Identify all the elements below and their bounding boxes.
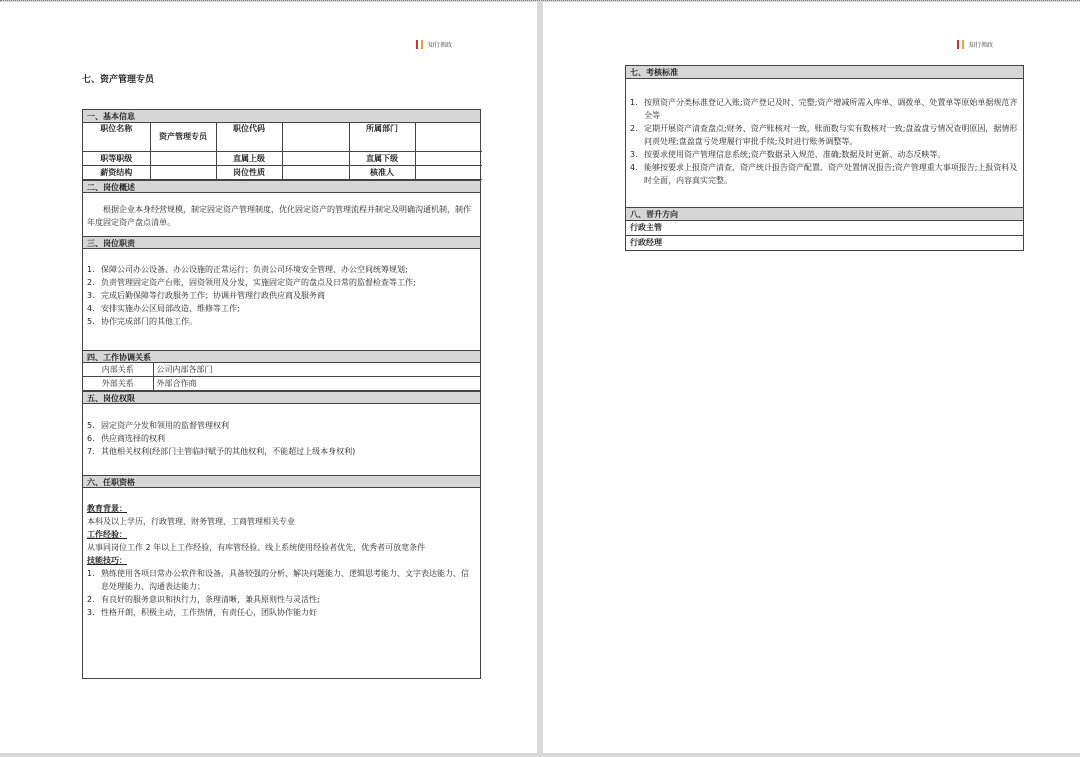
list-item <box>87 419 476 432</box>
cell-value <box>150 151 216 165</box>
list-item <box>87 315 476 328</box>
duties-body <box>83 249 480 350</box>
overview-body <box>83 193 480 236</box>
item-text: 固定资产分发和领用的监督管理权利 <box>101 420 229 430</box>
cell-label: 职位名称 <box>83 123 150 151</box>
cell-value <box>150 165 216 179</box>
item-text: 完成后勤保障等行政服务工作；协调并管理行政供应商及服务商 <box>101 290 325 300</box>
cell-value <box>282 165 349 179</box>
item-text: 定期开展资产清查盘点;财务、资产账核对一致，账面数与实有数核对一致;盘盈盘亏情况查明原因，据情形问责处理;盘盈盘亏处理履行审批手续;及时进行账务调整等。 <box>644 124 1018 146</box>
item-number: 2. <box>87 277 95 287</box>
promotion-item: 行政经理 <box>630 238 662 247</box>
authority-list <box>87 419 476 458</box>
document-page-2 <box>543 2 1080 753</box>
item-text: 有良好的服务意识和执行力，条理清晰，兼具原则性与灵活性; <box>101 594 320 604</box>
item-number: 5. <box>87 420 95 430</box>
list-item <box>87 276 476 289</box>
item-text: 供应商选择的权利 <box>101 433 165 443</box>
cell-label: 直属上级 <box>216 151 282 165</box>
skills-list <box>87 567 476 619</box>
skills-label: 技能技巧： <box>87 555 127 565</box>
list-item <box>87 445 476 458</box>
authority-body <box>83 404 480 475</box>
item-number: 3. <box>630 150 638 159</box>
cell-label: 直属下级 <box>349 151 415 165</box>
logo-mark-icon-2 <box>962 40 964 49</box>
list-item <box>630 148 1019 161</box>
item-number: 5. <box>87 316 95 326</box>
qualification-body <box>83 488 480 619</box>
basic-info-grid <box>83 123 482 180</box>
cell-label: 所属部门 <box>349 123 415 151</box>
cell-value <box>282 123 349 151</box>
relation-label: 内部关系 <box>83 363 153 377</box>
cell-label: 职等职级 <box>83 151 150 165</box>
cell-value <box>415 151 482 165</box>
item-number: 3. <box>87 290 95 300</box>
duties-list <box>87 263 476 328</box>
list-item <box>87 606 476 619</box>
assessment-list <box>630 96 1019 187</box>
logo-text: 知行领政 <box>969 42 994 49</box>
header-logo <box>416 40 452 49</box>
section-overview-header: 二、岗位概述 <box>83 180 480 193</box>
list-item <box>87 289 476 302</box>
relation-label: 外部关系 <box>83 376 153 390</box>
section-qualification-header: 六、任职资格 <box>83 475 480 488</box>
list-item <box>630 161 1019 187</box>
section-authority-header: 五、岗位权限 <box>83 391 480 404</box>
list-item <box>87 432 476 445</box>
education-label: 教育背景： <box>87 503 127 513</box>
logo-text: 知行领政 <box>428 42 453 49</box>
cell-value <box>282 151 349 165</box>
item-number: 4. <box>87 303 95 313</box>
logo-mark-icon-2 <box>421 40 423 49</box>
item-text: 负责管理固定资产台账，固资领用及分发，实施固定资产的盘点及日常的监督检查等工作; <box>101 277 416 287</box>
item-number: 4. <box>630 163 638 172</box>
logo-mark-icon <box>957 40 959 49</box>
section-relations-header: 四、工作协调关系 <box>83 350 480 363</box>
relation-value: 外部合作商 <box>153 376 480 390</box>
page-title: 七、资产管理专员 <box>82 75 155 85</box>
cell-label: 职位代码 <box>216 123 282 151</box>
experience-text: 从事同岗位工作 2 年以上工作经验，有库管经验、线上系统使用经验者优先，优秀者可放宽条件 <box>87 542 426 552</box>
relations-grid <box>83 363 480 391</box>
item-number: 1. <box>87 264 95 274</box>
section-basic-header: 一、基本信息 <box>83 110 480 123</box>
cell-label: 岗位性质 <box>216 165 282 179</box>
cell-label: 核准人 <box>349 165 415 179</box>
document-page-1 <box>0 2 537 753</box>
top-dotted-border <box>0 0 1080 1</box>
item-text: 按照资产分类标准登记入账;资产登记及时、完整;资产增减所需入库单、调拨单、处置单等原始单据规范齐全等 <box>644 98 1018 120</box>
item-number: 6. <box>87 433 95 443</box>
item-number: 7. <box>87 446 95 456</box>
header-logo <box>957 40 993 49</box>
list-item <box>630 96 1019 122</box>
item-text: 熟练使用各项日常办公软件和设备，具备较强的分析、解决问题能力、逻辑思考能力、文字表达能力、信息处理能力、沟通表达能力； <box>101 568 469 591</box>
section-duties-header: 三、岗位职责 <box>83 236 480 249</box>
item-text: 能够按要求上报资产清查、资产统计报告资产配置、资产处置情况报告;资产管理重大事项报告;上报资料及时全面，内容真实完整。 <box>644 163 1018 185</box>
logo-mark-icon <box>416 40 418 49</box>
experience-label: 工作经验： <box>87 529 127 539</box>
section-promotion-header: 八、晋升方向 <box>626 208 1023 221</box>
cell-value <box>415 165 482 179</box>
assessment-body <box>626 79 1023 187</box>
overview-text: 根据企业本身经营规模，制定固定资产管理制度，优化固定资产的管理流程并制定及明确沟通机制，制作年度固定资产盘点清单。 <box>87 204 471 227</box>
cell-value <box>415 123 482 151</box>
item-number: 1. <box>630 98 638 107</box>
cell-label: 薪资结构 <box>83 165 150 179</box>
education-text: 本科及以上学历，行政管理、财务管理、工商管理相关专业 <box>87 516 295 526</box>
item-number: 2. <box>630 124 638 133</box>
item-text: 保障公司办公设备、办公设施的正常运行；负责公司环境安全管理、办公空间统筹规划; <box>101 264 408 274</box>
item-text: 性格开朗，积极主动，工作热情，有责任心，团队协作能力好 <box>101 607 317 617</box>
list-item <box>87 302 476 315</box>
item-number: 2. <box>87 594 95 604</box>
section-assessment-header: 七、考核标准 <box>626 66 1023 79</box>
relation-value: 公司内部各部门 <box>153 363 480 377</box>
item-text: 其他相关权利(经部门主管临时赋予的其他权利，不能超过上级本身权利) <box>101 446 356 456</box>
list-item <box>87 593 476 606</box>
assessment-table <box>625 65 1024 208</box>
list-item <box>630 122 1019 148</box>
item-text: 安排实施办公区局部改造、维修等工作; <box>101 303 240 313</box>
item-text: 按要求使用资产管理信息系统;资产数据录入规范、准确;数据及时更新、动态反映等。 <box>644 150 946 159</box>
list-item <box>87 263 476 276</box>
promotion-table <box>625 207 1024 251</box>
list-item <box>87 567 476 593</box>
job-description-table <box>82 109 481 679</box>
item-text: 协作完成部门的其他工作。 <box>101 316 197 326</box>
cell-value: 资产管理专员 <box>150 123 216 151</box>
promotion-item: 行政主管 <box>626 221 1023 236</box>
item-number: 3. <box>87 607 95 617</box>
item-number: 1. <box>87 568 95 578</box>
